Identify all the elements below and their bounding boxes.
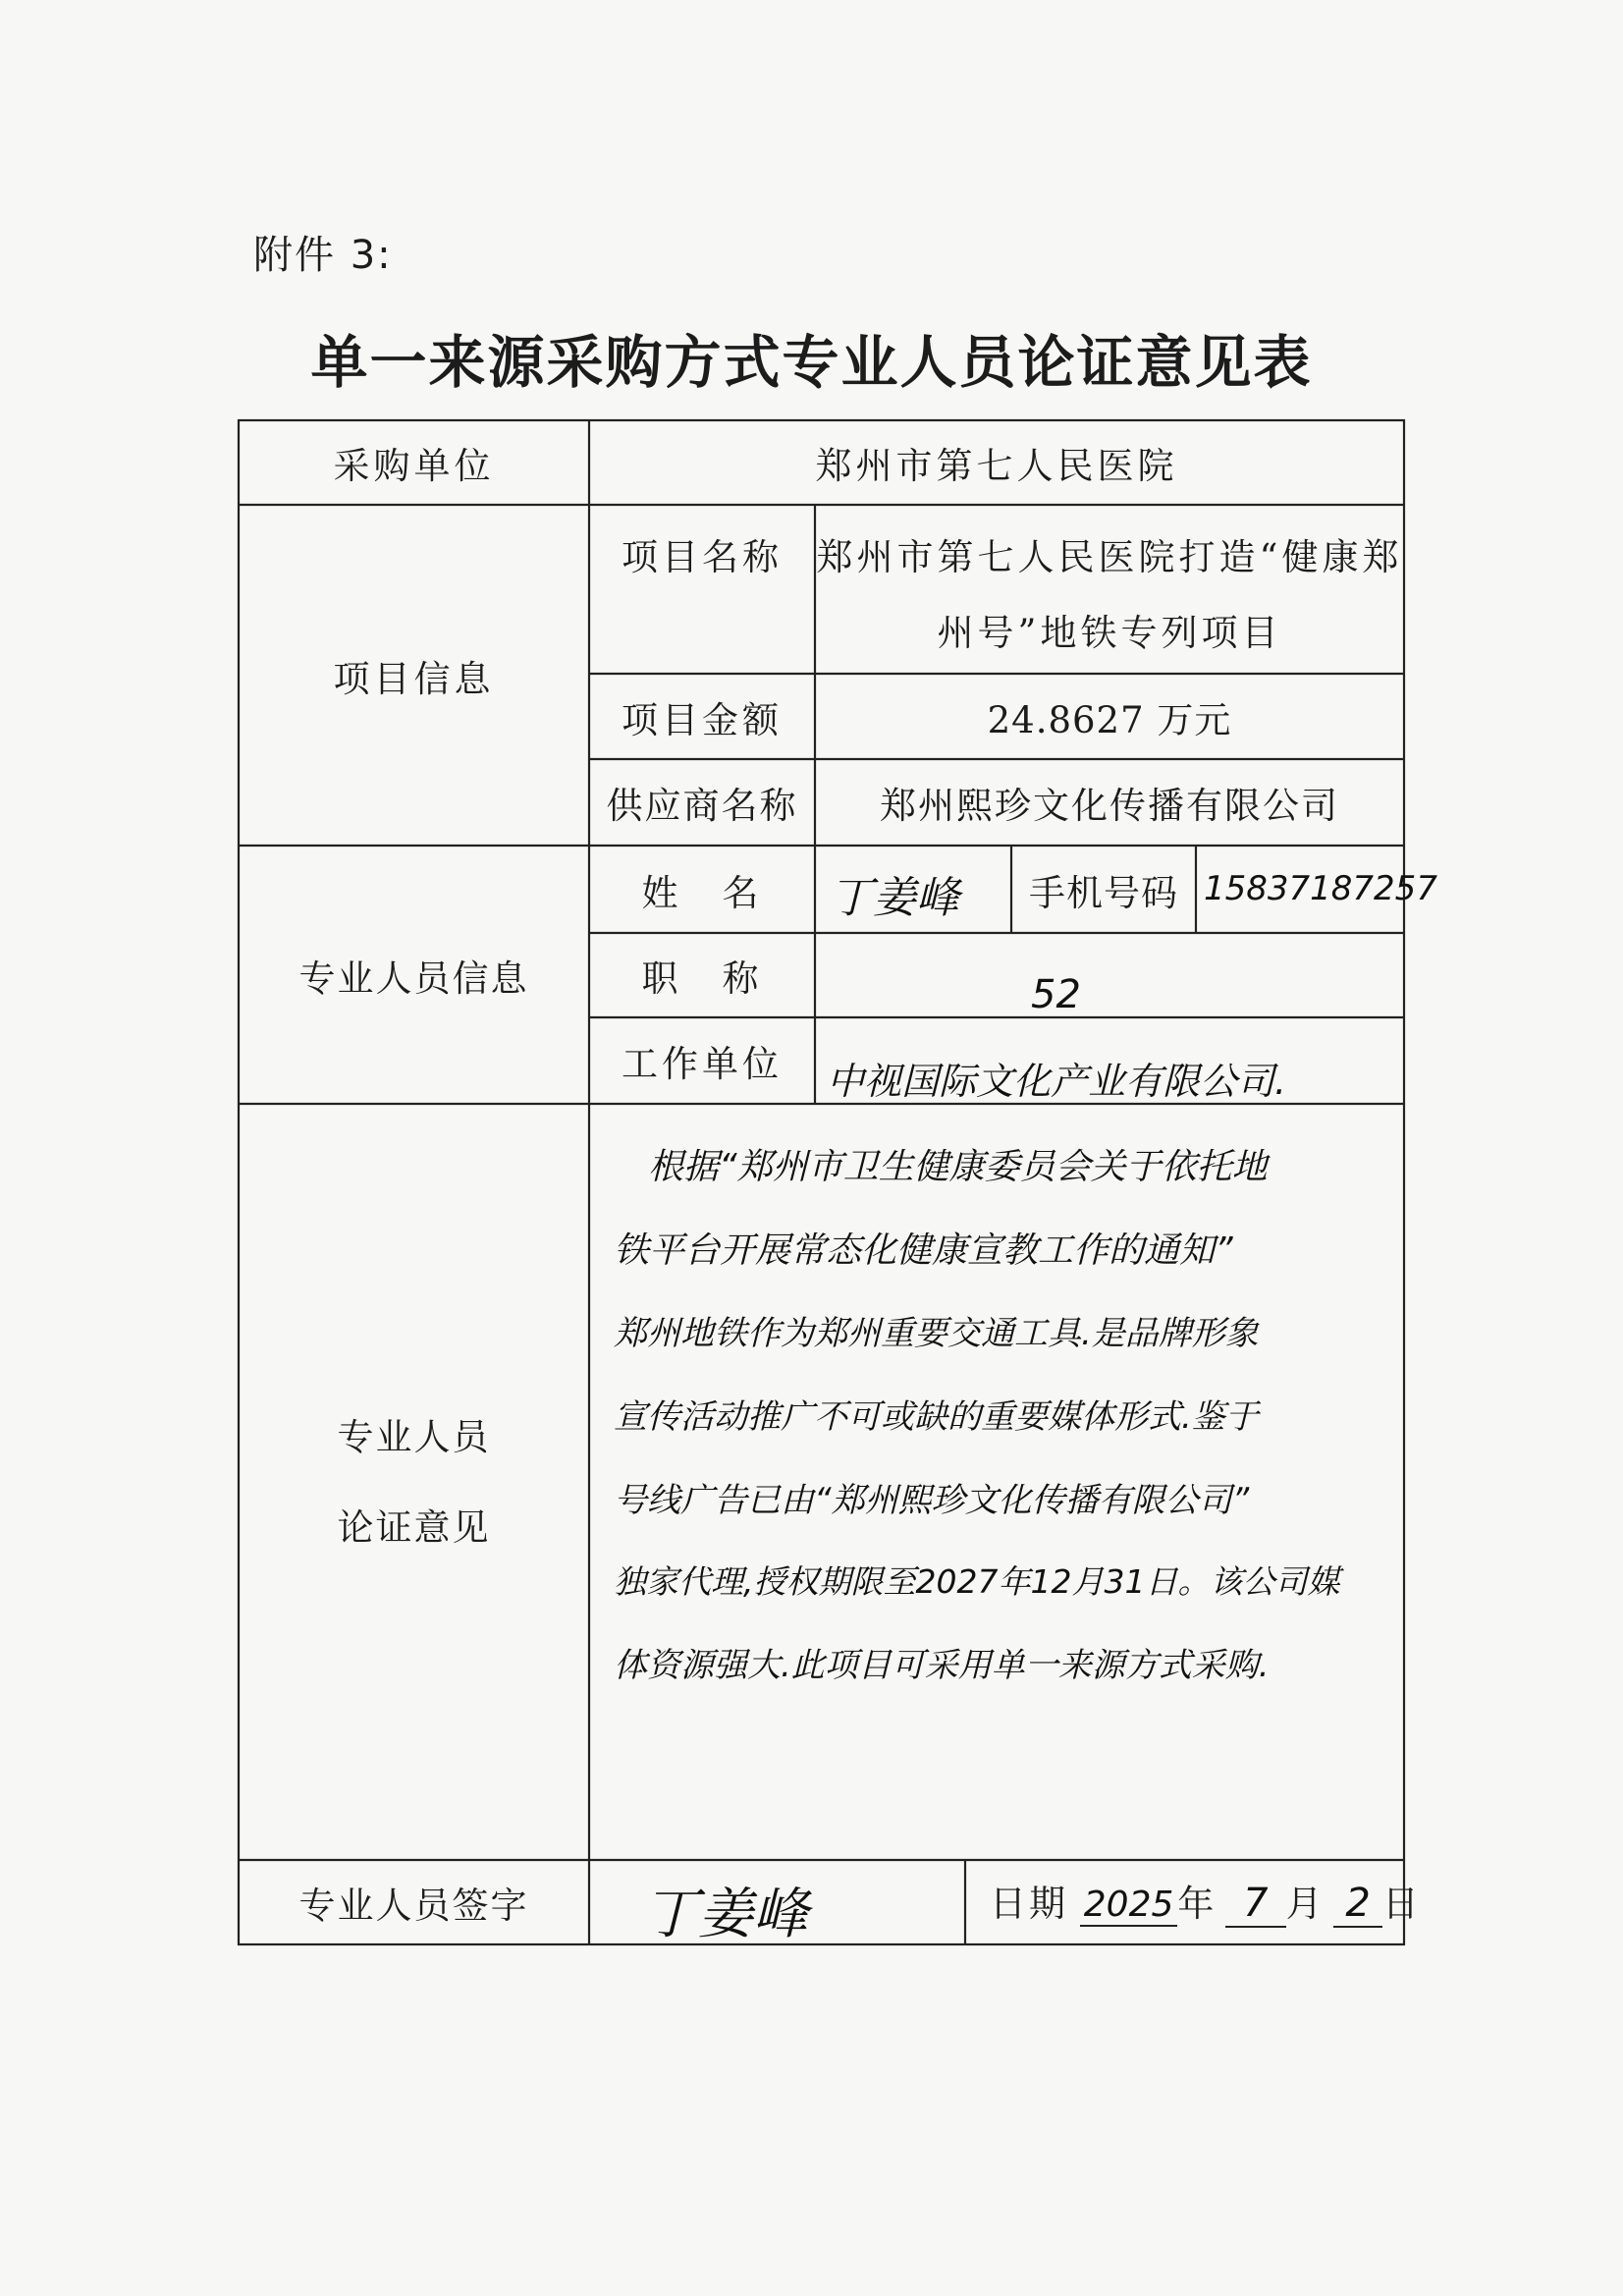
signature-label: 专业人员签字 <box>298 1885 529 1927</box>
opinion-label-line1: 专业人员 <box>337 1416 491 1458</box>
form-title: 单一来源采购方式专业人员论证意见表 <box>310 329 1313 396</box>
opinion-line-1: 根据“郑州市卫生健康委员会关于依托地 <box>648 1147 1268 1187</box>
work-unit-label: 工作单位 <box>622 1043 783 1085</box>
phone-label: 手机号码 <box>1029 871 1178 914</box>
date-month-unit: 月 <box>1285 1883 1323 1925</box>
opinion-line-4: 宣传活动推广不可或缺的重要媒体形式.鉴于 <box>614 1397 1259 1437</box>
project-amount-label: 项目金额 <box>622 698 783 741</box>
date-year-unit: 年 <box>1177 1883 1215 1925</box>
purchaser-value: 郑州市第七人民医院 <box>815 445 1178 487</box>
project-info-label: 项目信息 <box>333 657 495 700</box>
date-year: 2025 <box>1080 1885 1178 1927</box>
attachment-label: 附件 3: <box>253 233 393 278</box>
project-amount-value: 24.8627 万元 <box>987 698 1232 741</box>
date-group <box>990 1874 1419 1927</box>
name-label: 姓 名 <box>641 871 763 914</box>
opinion-label-line2: 论证意见 <box>337 1506 491 1549</box>
signature-value: 丁姜峰 <box>643 1883 808 1946</box>
project-name-label: 项目名称 <box>622 536 783 578</box>
date-day-unit: 日 <box>1381 1883 1419 1925</box>
supplier-value: 郑州熙珍文化传播有限公司 <box>880 785 1339 827</box>
date-label: 日期 <box>990 1883 1068 1925</box>
date-day: 2 <box>1333 1881 1381 1928</box>
work-unit-value: 中视国际文化产业有限公司. <box>827 1060 1287 1103</box>
phone-value: 15837187257 <box>1204 869 1437 908</box>
supplier-label: 供应商名称 <box>606 785 798 827</box>
opinion-line-5: 号线广告已由“郑州熙珍文化传播有限公司” <box>614 1481 1250 1520</box>
opinion-line-7: 体资源强大.此项目可采用单一来源方式采购. <box>614 1646 1270 1685</box>
name-value: 丁姜峰 <box>830 873 959 923</box>
expert-info-label: 专业人员信息 <box>298 957 529 1000</box>
title-value: 52 <box>1031 972 1081 1017</box>
title-label: 职 称 <box>641 957 763 1000</box>
opinion-line-6: 独家代理,授权期限至2027年12月31日。该公司媒 <box>614 1562 1340 1601</box>
purchaser-label: 采购单位 <box>333 445 495 487</box>
date-month: 7 <box>1225 1881 1285 1928</box>
project-name-line1: 郑州市第七人民医院打造“健康郑 <box>816 536 1403 578</box>
project-name-line2: 州号”地铁专列项目 <box>937 612 1282 654</box>
opinion-line-2: 铁平台开展常态化健康宣教工作的通知” <box>614 1230 1233 1271</box>
opinion-line-3: 郑州地铁作为郑州重要交通工具.是品牌形象 <box>614 1314 1259 1353</box>
